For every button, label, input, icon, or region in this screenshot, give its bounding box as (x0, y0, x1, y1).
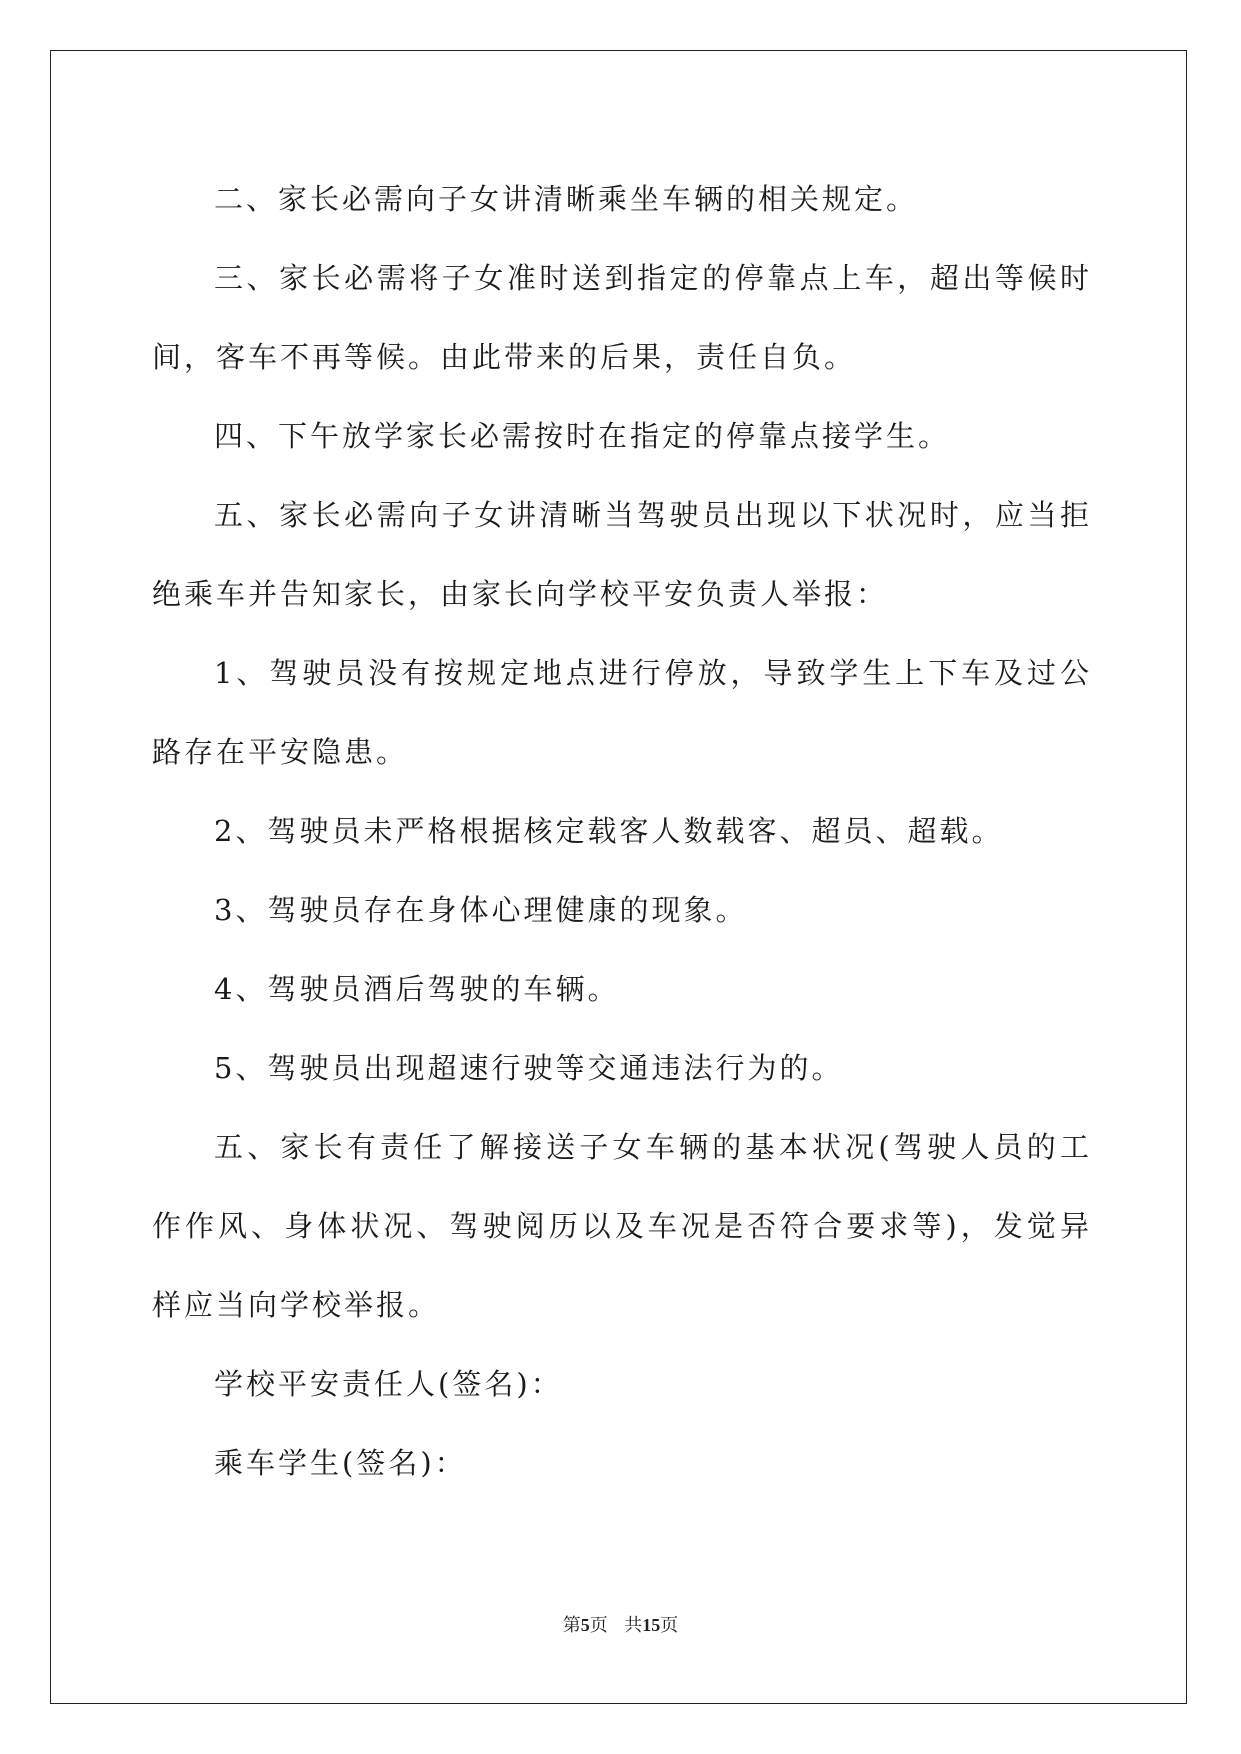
paragraph: 三、家长必需将子女准时送到指定的停靠点上车，超出等候时间，客车不再等候。由此带来的后果，责任自负。 (152, 261, 1092, 374)
paragraph: 2、驾驶员未严格根据核定载客人数载客、超员、超载。 (214, 814, 1004, 848)
total-indicator (624, 1615, 678, 1635)
total-prefix: 共 (624, 1615, 643, 1635)
total-pages: 15 (642, 1615, 661, 1635)
page-indicator (563, 1615, 608, 1635)
page-footer (0, 1611, 1241, 1637)
document-body (152, 160, 1092, 1503)
paragraph: 5、驾驶员出现超速行驶等交通违法行为的。 (214, 1051, 844, 1085)
signature-line-student: 乘车学生(签名)： (214, 1446, 467, 1480)
paragraph: 五、家长必需向子女讲清晰当驾驶员出现以下状况时，应当拒绝乘车并告知家长，由家长向学校平安负责人举报： (152, 498, 1092, 611)
paragraph: 二、家长必需向子女讲清晰乘坐车辆的相关规定。 (214, 182, 919, 216)
paragraph: 1、驾驶员没有按规定地点进行停放，导致学生上下车及过公路存在平安隐患。 (152, 656, 1092, 769)
total-suffix: 页 (660, 1615, 679, 1635)
paragraph: 五、家长有责任了解接送子女车辆的基本状况(驾驶人员的工作作风、身体状况、驾驶阅历以及车况是否符合要求等)，发觉异样应当向学校举报。 (152, 1130, 1092, 1322)
paragraph: 四、下午放学家长必需按时在指定的停靠点接学生。 (214, 419, 951, 453)
paragraph: 3、驾驶员存在身体心理健康的现象。 (214, 893, 748, 927)
page-number: 5 (580, 1615, 590, 1635)
page-suffix: 页 (589, 1615, 608, 1635)
paragraph: 4、驾驶员酒后驾驶的车辆。 (214, 972, 620, 1006)
page-prefix: 第 (562, 1615, 581, 1635)
signature-line-school: 学校平安责任人(签名)： (214, 1367, 563, 1401)
